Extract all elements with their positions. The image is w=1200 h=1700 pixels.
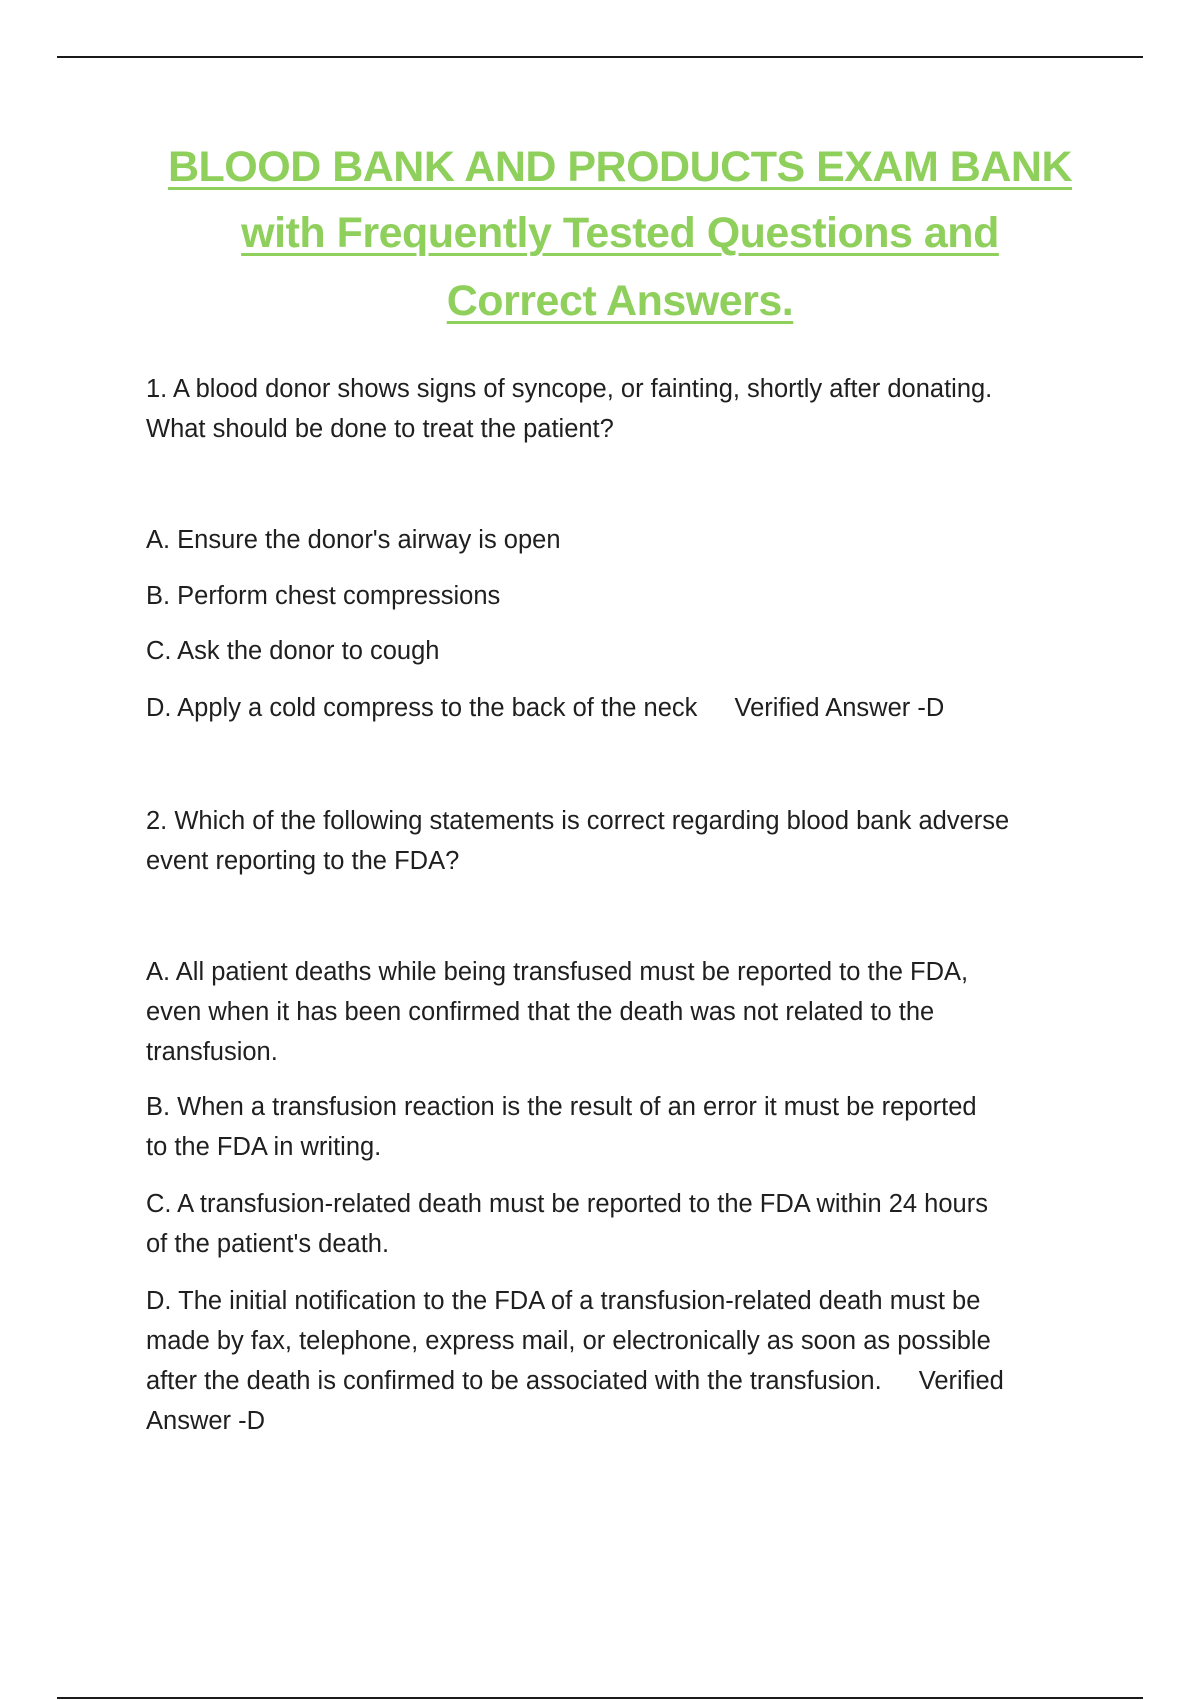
- verified-answer-prefix: Verified: [918, 1367, 1004, 1395]
- title-line-3: Correct Answers.: [446, 277, 794, 325]
- option-line: to the FDA in writing.: [146, 1133, 382, 1161]
- question-1-option-b: [146, 576, 1106, 616]
- verified-answer: Verified Answer -D: [734, 694, 945, 722]
- title-line-1: BLOOD BANK AND PRODUCTS EXAM BANK: [167, 143, 1072, 191]
- option-line: B. When a transfusion reaction is the result of an error it must be reported: [146, 1093, 977, 1121]
- option-line: made by fax, telephone, express mail, or electronically as soon as possible: [146, 1327, 991, 1355]
- option-line: C. A transfusion-related death must be reported to the FDA within 24 hours: [146, 1190, 988, 1218]
- option-line: of the patient's death.: [146, 1230, 390, 1258]
- title-line-2: with Frequently Tested Questions and: [241, 209, 999, 257]
- option-line: transfusion.: [146, 1038, 278, 1066]
- question-1-option-c: [146, 631, 1106, 671]
- question-1-option-a: [146, 520, 1106, 560]
- question-1-line-1: 1. A blood donor shows signs of syncope, or fainting, shortly after donating.: [146, 375, 993, 403]
- question-1-text: [146, 369, 1106, 449]
- question-2-text: [146, 801, 1106, 881]
- question-2-option-a: [146, 952, 1106, 1072]
- question-2-option-d: [146, 1281, 1106, 1441]
- question-2-line-2: event reporting to the FDA?: [146, 847, 460, 875]
- option-text: D. Apply a cold compress to the back of the neck: [146, 694, 698, 722]
- verified-answer-suffix: Answer -D: [146, 1407, 266, 1435]
- question-2-option-b: [146, 1087, 1106, 1167]
- option-text: A. Ensure the donor's airway is open: [146, 526, 561, 554]
- option-line: D. The initial notification to the FDA of a transfusion-related death must be: [146, 1287, 981, 1315]
- question-1-line-2: What should be done to treat the patient?: [146, 415, 614, 443]
- question-2-option-c: [146, 1184, 1106, 1264]
- top-rule: [57, 56, 1143, 58]
- option-line: even when it has been confirmed that the death was not related to the: [146, 998, 935, 1026]
- option-line: A. All patient deaths while being transfused must be reported to the FDA,: [146, 958, 969, 986]
- option-line: after the death is confirmed to be associated with the transfusion.: [146, 1367, 882, 1395]
- question-2-line-1: 2. Which of the following statements is correct regarding blood bank adverse: [146, 807, 1010, 835]
- question-1-option-d: [146, 688, 1106, 728]
- option-text: C. Ask the donor to cough: [146, 637, 440, 665]
- option-text: B. Perform chest compressions: [146, 582, 501, 610]
- bottom-rule: [57, 1697, 1143, 1699]
- document-title: [100, 143, 1140, 350]
